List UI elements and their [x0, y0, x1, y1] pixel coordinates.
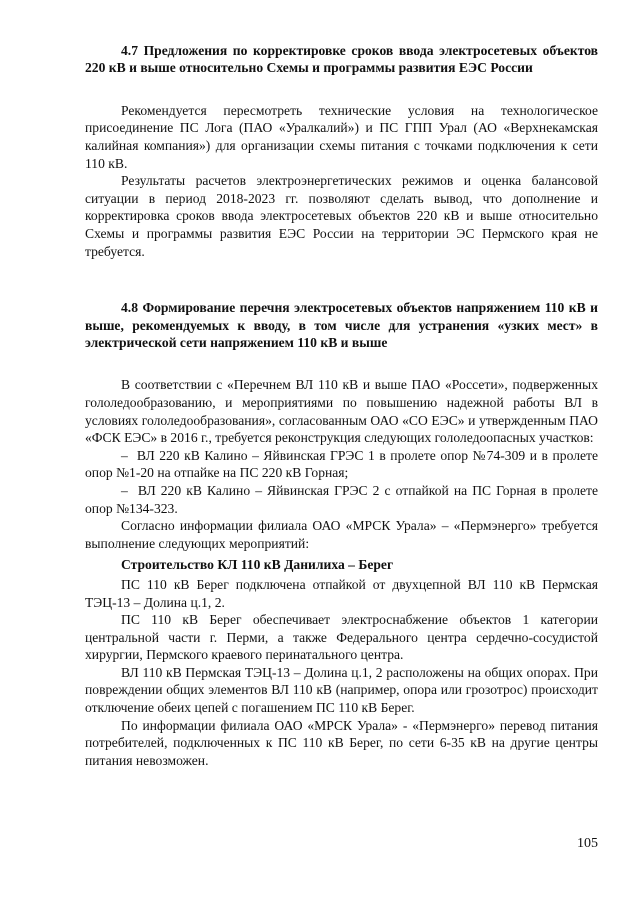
list-item: – ВЛ 220 кВ Калино – Яйвинская ГРЭС 1 в пролете опор №74-309 и в пролете опор №1-20 на отпайке на ПС 220 кВ Горная;	[85, 447, 598, 481]
list-item: – ВЛ 220 кВ Калино – Яйвинская ГРЭС 2 с отпайкой на ПС Горная в пролете опор №134-323.	[85, 482, 598, 516]
section-4-7-heading: 4.7 Предложения по корректировке сроков ввода электросетевых объектов 220 кВ и выше относительно Схемы и программы развития ЕЭС России	[85, 43, 598, 76]
subsection-heading: Строительство КЛ 110 кВ Данилиха – Берег	[121, 557, 394, 573]
paragraph: ПС 110 кВ Берег обеспечивает электроснабжение объектов 1 категории центральной части г. Перми, а также Федерального центра сердечно-сосудистой хирургии, Пермского краевого перинатального центра.	[85, 612, 598, 663]
paragraph: В соответствии с «Перечнем ВЛ 110 кВ и выше ПАО «Россети», подверженных гололедообразованию, и мероприятиями по повышению надежной работы ВЛ в условиях гололедообразования», согласованным ОАО «СО ЕЭС» и утвержденным ПАО «ФСК ЕЭС» в 2016 г., требуется реконструкция следующих гололедоопасных участков:	[85, 377, 598, 446]
paragraph: ПС 110 кВ Берег подключена отпайкой от двухцепной ВЛ 110 кВ Пермская ТЭЦ-13 – Долина ц.1, 2.	[85, 576, 598, 610]
paragraph: Согласно информации филиала ОАО «МРСК Урала» – «Пермэнерго» требуется выполнение следующих мероприятий:	[85, 518, 598, 551]
section-4-8-heading: 4.8 Формирование перечня электросетевых объектов напряжением 110 кВ и выше, рекомендуемых к вводу, в том числе для устранения «узких мест» в электрической сети напряжением 110 кВ и выше	[85, 300, 598, 350]
page-number: 105	[577, 836, 598, 851]
paragraph: ВЛ 110 кВ Пермская ТЭЦ-13 – Долина ц.1, 2 расположены на общих опорах. При повреждении общих элементов ВЛ 110 кВ (например, опора или грозотрос) происходит отключение обеих цепей с погашением ПС 110 кВ Берег.	[85, 664, 598, 716]
paragraph: Результаты расчетов электроэнергетических режимов и оценка балансовой ситуации в период 2018-2023 гг. позволяют сделать вывод, что дополнение и корректировка сроков ввода электросетевых объектов 220 кВ и выше относительно Схемы и программы развития ЕЭС России на территории ЭС Пермского края не требуется.	[85, 173, 598, 259]
paragraph: По информации филиала ОАО «МРСК Урала» - «Пермэнерго» перевод питания потребителей, подключенных к ПС 110 кВ Берег, по сети 6-35 кВ на другие центры питания невозможен.	[85, 717, 598, 768]
paragraph: Рекомендуется пересмотреть технические условия на технологическое присоединение ПС Лога (ПАО «Уралкалий») и ПС ГПП Урал (АО «Верхнекамская калийная компания») для организации схемы питания с точками подключения к сети 110 кВ.	[85, 102, 598, 171]
